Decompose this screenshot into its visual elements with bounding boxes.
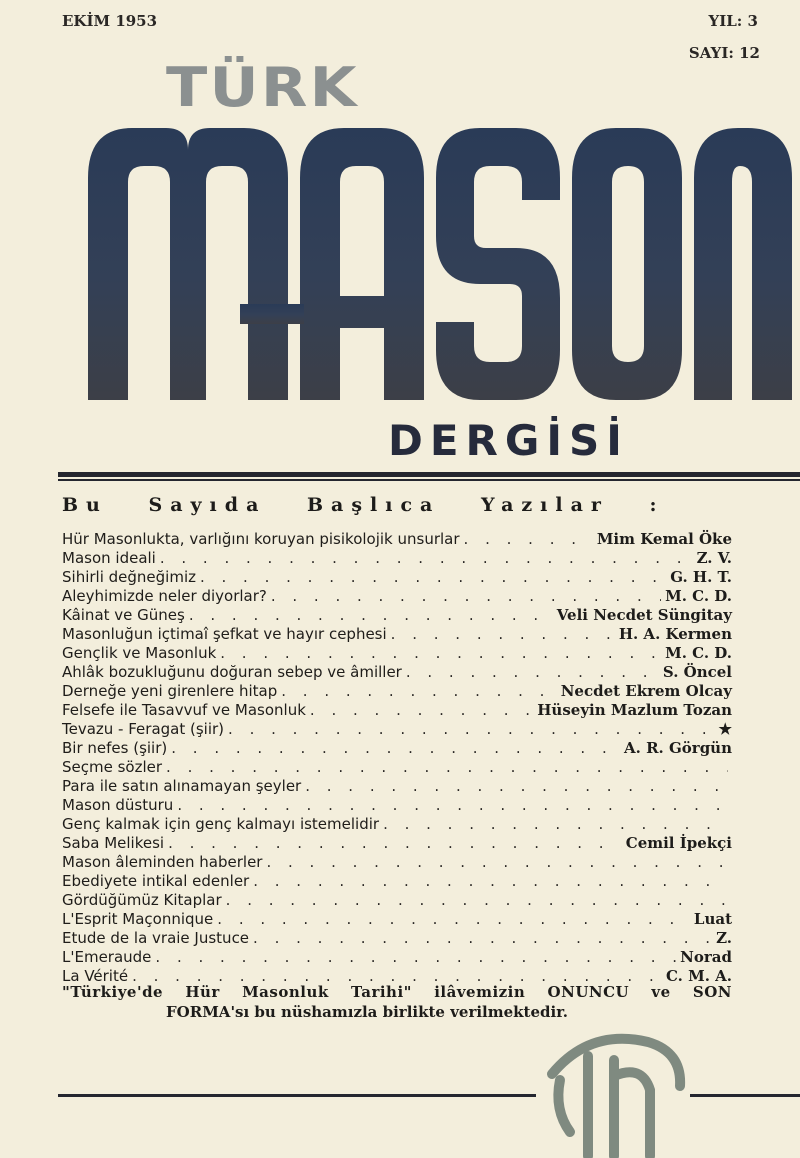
mason-letters [88,128,792,400]
toc-title: Felsefe ile Tasavvuf ve Masonluk [62,701,306,719]
toc-leader-dots [177,796,728,815]
toc-row [62,777,732,796]
toc-title: Ebediyete intikal edenler [62,872,250,890]
masthead-dergisi: DERGİSİ [388,416,629,465]
tmd-monogram-icon [530,1020,700,1158]
toc-title: Mason ideali [62,549,156,567]
toc-title: Bir nefes (şiir) [62,739,168,757]
table-of-contents [62,530,732,986]
toc-author: G. H. T. [670,568,732,586]
toc-leader-dots [253,872,728,891]
toc-author: A. R. Görgün [623,739,732,757]
letter-a [300,128,424,400]
toc-leader-dots [266,853,728,872]
toc-author: Mim Kemal Öke [596,530,732,548]
toc-row [62,815,732,834]
toc-leader-dots [391,625,615,644]
letter-s [436,128,560,400]
toc-leader-dots [253,929,712,948]
toc-author: M. C. D. [665,587,732,605]
toc-author: Z. [716,929,732,947]
toc-title: La Vérité [62,967,129,985]
toc-row [62,701,732,720]
toc-title: Tevazu - Feragat (şiir) [62,720,225,738]
toc-leader-dots [464,530,593,549]
toc-row [62,891,732,910]
toc-author: Veli Necdet Süngitay [556,606,732,624]
toc-row [62,929,732,948]
toc-row [62,948,732,967]
toc-title: Seçme sözler [62,758,163,776]
toc-leader-dots [166,758,728,777]
toc-title: L'Emeraude [62,948,152,966]
toc-row [62,549,732,568]
toc-author: Z. V. [696,549,732,567]
toc-leader-dots [155,948,676,967]
top-divider [58,472,800,477]
toc-row [62,853,732,872]
toc-author: C. M. A. [665,967,732,985]
toc-leader-dots [406,663,659,682]
toc-title: L'Esprit Maçonnique [62,910,214,928]
letter-m [88,128,288,400]
toc-leader-dots [220,644,661,663]
toc-row [62,568,732,587]
letter-a-cross [240,304,304,324]
toc-row [62,587,732,606]
letter-o [572,128,682,400]
toc-leader-dots [168,834,622,853]
toc-title: Gördüğümüz Kitaplar [62,891,222,909]
masthead-mason-logo [0,0,800,420]
toc-leader-dots [200,568,666,587]
issue-number: SAYI: 12 [688,44,760,62]
toc-row [62,872,732,891]
letter-n [694,128,792,400]
bottom-divider-left [58,1094,536,1097]
toc-row [62,682,732,701]
toc-row [62,758,732,777]
toc-leader-dots [271,587,661,606]
toc-title: Genç kalmak için genç kalmayı istemelidir [62,815,380,833]
toc-row [62,530,732,549]
toc-row [62,796,732,815]
toc-title: Masonluğun içtimaî şefkat ve hayır cephesi [62,625,387,643]
toc-leader-dots [189,606,553,625]
toc-author: Necdet Ekrem Olcay [560,682,732,700]
toc-row [62,910,732,929]
toc-leader-dots [171,739,620,758]
toc-leader-dots [383,815,728,834]
toc-title: Gençlik ve Masonluk [62,644,217,662]
toc-row [62,606,732,625]
toc-title: Sihirli değneğimiz [62,568,196,586]
toc-title: Saba Melikesi [62,834,165,852]
toc-title: Etude de la vraie Justuce [62,929,250,947]
supplement-notice [62,982,732,1022]
issue-date: EKİM 1953 [62,12,158,30]
top-divider-thin [58,479,800,481]
notice-line-1: "Türkiye'de Hür Masonluk Tarihi" ilâvemizin ONUNCU ve SON [62,983,732,1001]
toc-row [62,834,732,853]
toc-author: M. C. D. [665,644,732,662]
masthead-turk: TÜRK [166,56,359,119]
toc-title: Mason âleminden haberler [62,853,263,871]
toc-author: Hüseyin Mazlum Tozan [537,701,732,719]
toc-leader-dots [281,682,556,701]
toc-leader-dots [226,891,728,910]
toc-row [62,739,732,758]
toc-author: S. Öncel [662,663,732,681]
toc-leader-dots [305,777,728,796]
toc-leader-dots [217,910,690,929]
toc-author: Luat [693,910,732,928]
toc-author: Cemil İpekçi [625,834,732,852]
toc-leader-dots [228,720,715,739]
toc-title: Ahlâk bozukluğunu doğuran sebep ve âmiller [62,663,402,681]
toc-title: Para ile satın alınamayan şeyler [62,777,302,795]
toc-row [62,720,732,739]
toc-title: Derneğe yeni girenlere hitap [62,682,278,700]
toc-title: Hür Masonlukta, varlığını koruyan pisikolojik unsurlar [62,530,460,548]
toc-row [62,625,732,644]
toc-leader-dots [160,549,693,568]
notice-line-2: FORMA'sı bu nüshamızla birlikte verilmektedir. [166,1003,568,1021]
toc-row [62,644,732,663]
bottom-divider-right [690,1094,800,1097]
toc-title: Aleyhimizde neler diyorlar? [62,587,267,605]
toc-author: H. A. Kermen [618,625,732,643]
toc-leader-dots [310,701,533,720]
toc-title: Mason düsturu [62,796,174,814]
contents-heading: Bu Sayıda Başlıca Yazılar : [62,494,665,516]
volume-year: YIL: 3 [708,12,758,30]
toc-title: Kâinat ve Güneş [62,606,185,624]
toc-author: Norad [680,948,732,966]
toc-row [62,663,732,682]
toc-author: ★ [718,720,732,738]
